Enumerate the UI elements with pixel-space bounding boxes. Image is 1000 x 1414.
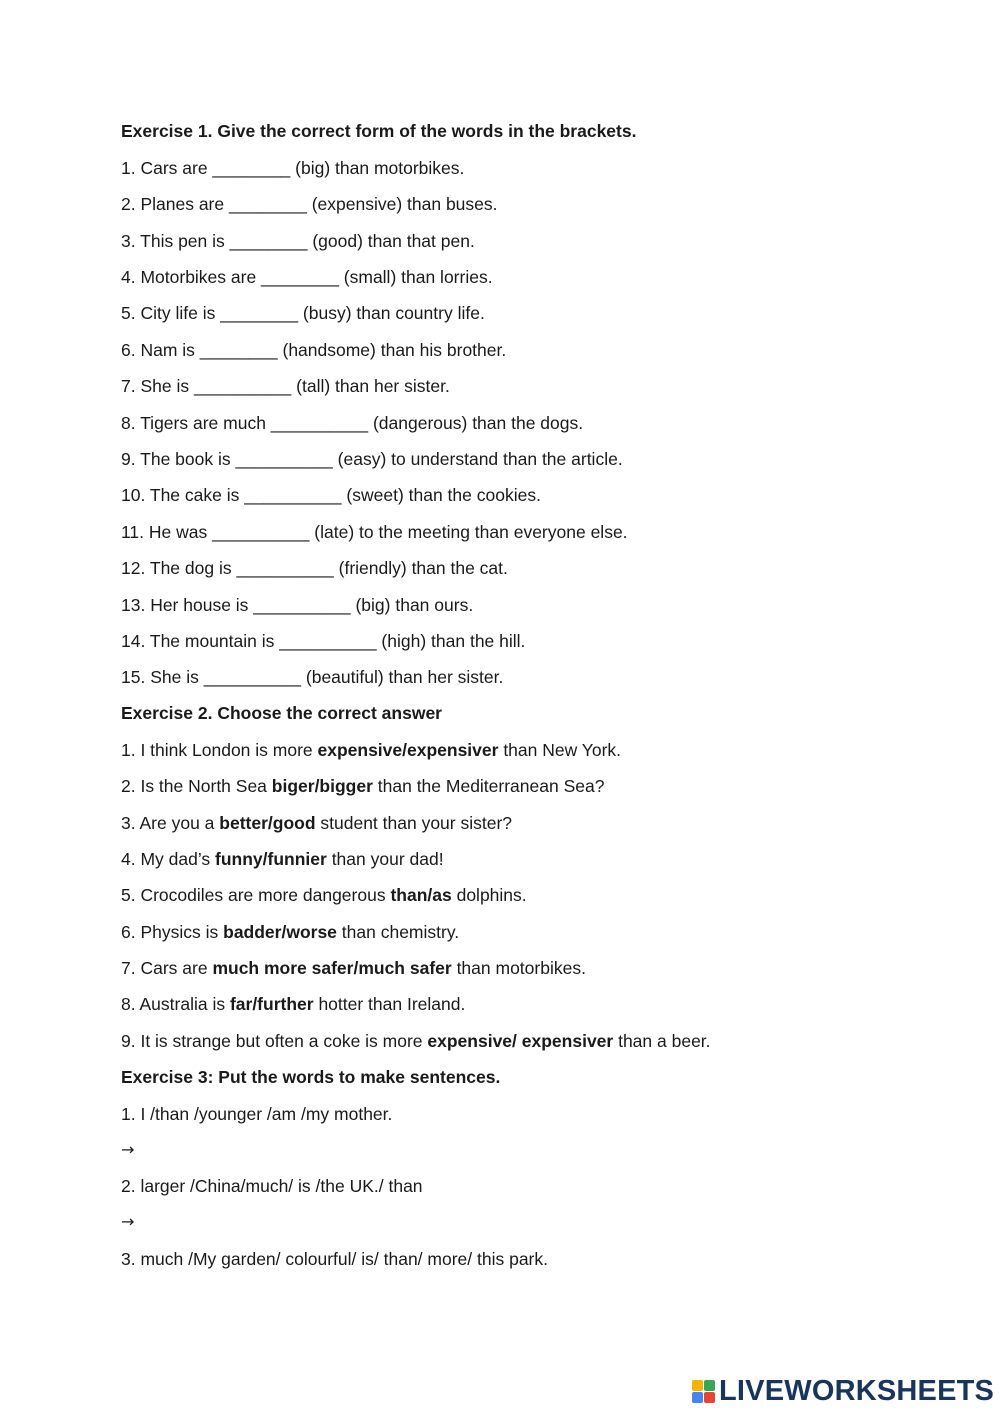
- exercise-1-item: 3. This pen is ________ (good) than that pen.: [121, 231, 475, 251]
- exercise-2-item: [121, 812, 512, 834]
- item-text: 6. Physics is: [121, 922, 224, 942]
- item-text: hotter than Ireland.: [313, 994, 466, 1014]
- answer-options: expensive/ expensiver: [427, 1031, 614, 1051]
- exercise-1-item: 1. Cars are ________ (big) than motorbikes.: [121, 158, 465, 178]
- exercise-3-item: 3. much /My garden/ colourful/ is/ than/ more/ this park.: [121, 1249, 548, 1269]
- exercise-2-item: [121, 739, 621, 761]
- answer-options: expensive/expensiver: [317, 740, 499, 760]
- item-text: than New York.: [498, 740, 622, 760]
- exercise-3-title: Exercise 3: Put the words to make sentences.: [121, 1067, 501, 1087]
- exercise-2-item: [121, 921, 459, 943]
- answer-options: funny/funnier: [215, 849, 327, 869]
- exercise-2-item: [121, 1030, 711, 1052]
- exercise-1-item: 12. The dog is __________ (friendly) than the cat.: [121, 558, 508, 578]
- item-text: 3. Are you a: [121, 813, 220, 833]
- brand-name: LIVEWORKSHEETS: [719, 1374, 995, 1407]
- answer-options: biger/bigger: [271, 776, 373, 796]
- exercise-1-item: 10. The cake is __________ (sweet) than the cookies.: [121, 485, 541, 505]
- arrow-icon: →: [121, 1140, 135, 1159]
- exercise-2-item: [121, 848, 444, 870]
- item-text: 9. It is strange but often a coke is more: [121, 1031, 428, 1051]
- item-text: 5. Crocodiles are more dangerous: [121, 885, 391, 905]
- exercise-2-item: [121, 884, 527, 906]
- answer-options: better/good: [219, 813, 316, 833]
- item-text: 1. I think London is more: [121, 740, 318, 760]
- exercise-1-item: 13. Her house is __________ (big) than ours.: [121, 595, 474, 615]
- answer-options: much more safer/much safer: [212, 958, 452, 978]
- item-text: 7. Cars are: [121, 958, 213, 978]
- exercise-3-item: 1. I /than /younger /am /my mother.: [121, 1104, 393, 1124]
- exercise-1-item: 5. City life is ________ (busy) than country life.: [121, 303, 485, 323]
- exercise-2-item: [121, 993, 465, 1015]
- item-text: than chemistry.: [336, 922, 460, 942]
- item-text: dolphins.: [451, 885, 527, 905]
- exercise-1-item: 8. Tigers are much __________ (dangerous) than the dogs.: [121, 413, 584, 433]
- exercise-1-item: 2. Planes are ________ (expensive) than buses.: [121, 194, 498, 214]
- item-text: than a beer.: [613, 1031, 711, 1051]
- exercise-1-item: 9. The book is __________ (easy) to understand than the article.: [121, 449, 623, 469]
- item-text: than the Mediterranean Sea?: [372, 776, 605, 796]
- exercise-1-item: 4. Motorbikes are ________ (small) than lorries.: [121, 267, 493, 287]
- liveworksheets-logo: [692, 1376, 994, 1406]
- exercise-1-item: 11. He was __________ (late) to the meeting than everyone else.: [121, 522, 628, 542]
- item-text: student than your sister?: [315, 813, 513, 833]
- item-text: 8. Australia is: [121, 994, 230, 1014]
- item-text: than your dad!: [326, 849, 444, 869]
- answer-options: badder/worse: [223, 922, 337, 942]
- exercise-1-item: 14. The mountain is __________ (high) than the hill.: [121, 631, 526, 651]
- exercise-2-item: [121, 775, 604, 797]
- answer-options: far/further: [229, 994, 314, 1014]
- exercise-1-item: 15. She is __________ (beautiful) than her sister.: [121, 667, 504, 687]
- exercise-1-item: 7. She is __________ (tall) than her sister.: [121, 376, 450, 396]
- logo-icon: [692, 1380, 715, 1403]
- arrow-icon: →: [121, 1212, 135, 1231]
- answer-options: than/as: [390, 885, 452, 905]
- exercise-1-item: 6. Nam is ________ (handsome) than his brother.: [121, 340, 507, 360]
- exercise-2-title: Exercise 2. Choose the correct answer: [121, 703, 442, 723]
- item-text: 2. Is the North Sea: [121, 776, 272, 796]
- exercise-2-item: [121, 957, 586, 979]
- exercise-3-item: 2. larger /China/much/ is /the UK./ than: [121, 1176, 423, 1196]
- item-text: 4. My dad’s: [121, 849, 216, 869]
- exercise-1-title: Exercise 1. Give the correct form of the words in the brackets.: [121, 121, 637, 141]
- item-text: than motorbikes.: [451, 958, 586, 978]
